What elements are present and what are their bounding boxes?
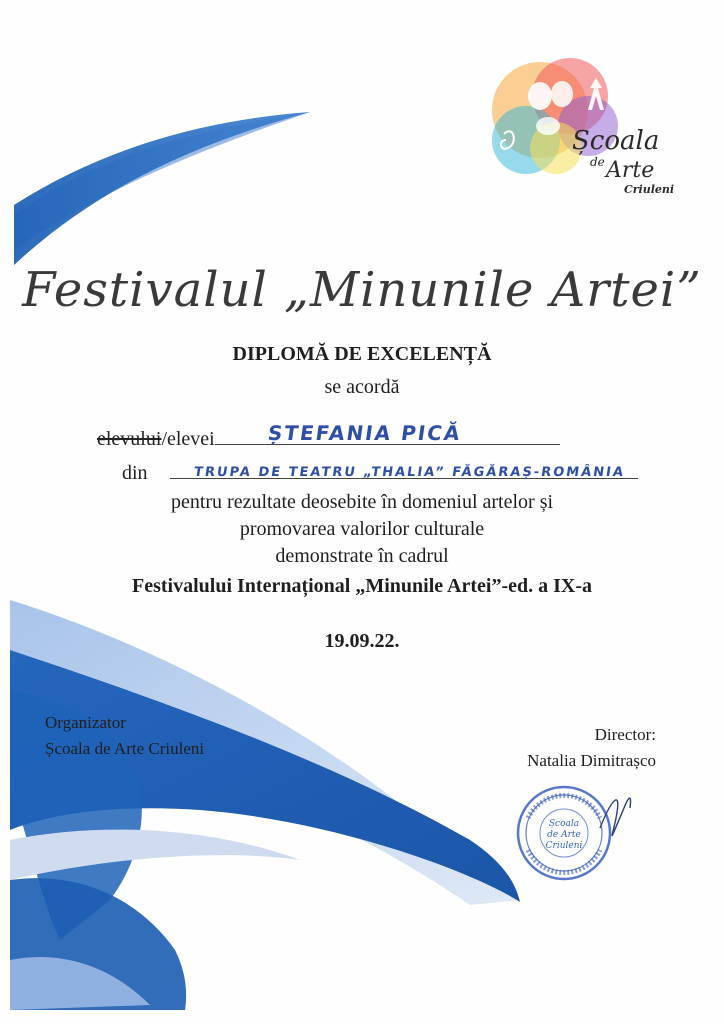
official-stamp-icon [512,778,642,888]
body-line-2: promovarea valorilor culturale [239,518,485,540]
body-line-4: Festivalului Internațional „Minunile Artei”-ed. a IX-a [132,575,592,597]
recipient-name-handwritten: ȘTEFANIA PICĂ [266,421,464,445]
stamp-center-line-3: Criuleni [545,841,583,851]
organizer-label: Organizator [45,713,126,732]
school-logo-icon [478,48,688,198]
director-label: Director: [594,725,656,744]
logo-line-criuleni: Criuleni [624,183,675,196]
director-block [527,722,656,774]
stamp-center-line-2: de Arte [547,830,581,840]
diploma-subheading: se acordă [324,376,400,398]
signature-icon [600,798,631,835]
organizer-block [45,710,204,762]
group-handwritten: TRUPA DE TEATRU „THALIA” FĂGĂRAȘ-ROMÂNIA [192,465,626,480]
din-label: din [122,462,148,484]
diploma-date: 19.09.22. [324,630,400,652]
body-line-3: demonstrate în cadrul [275,545,449,567]
recipient-label-struck: elevului [97,428,162,450]
logo-text [572,126,675,196]
diploma-heading: DIPLOMĂ DE EXCELENȚĂ [232,343,492,365]
stamp-center-line-1: Școala [548,819,580,829]
recipient-label: /elevei [161,428,215,450]
organizer-name: Școala de Arte Criuleni [45,739,205,758]
director-name: Natalia Dimitrașco [527,751,656,770]
logo-line-arte: Arte [606,158,655,183]
logo-line-de: de [590,155,605,169]
festival-title: Festivalul „Minunile Artei” [22,262,702,318]
body-line-1: pentru rezultate deosebite în domeniul artelor și [170,491,554,513]
top-ribbon-dark [14,112,310,265]
logo-line-scoala: Școala [572,126,660,156]
